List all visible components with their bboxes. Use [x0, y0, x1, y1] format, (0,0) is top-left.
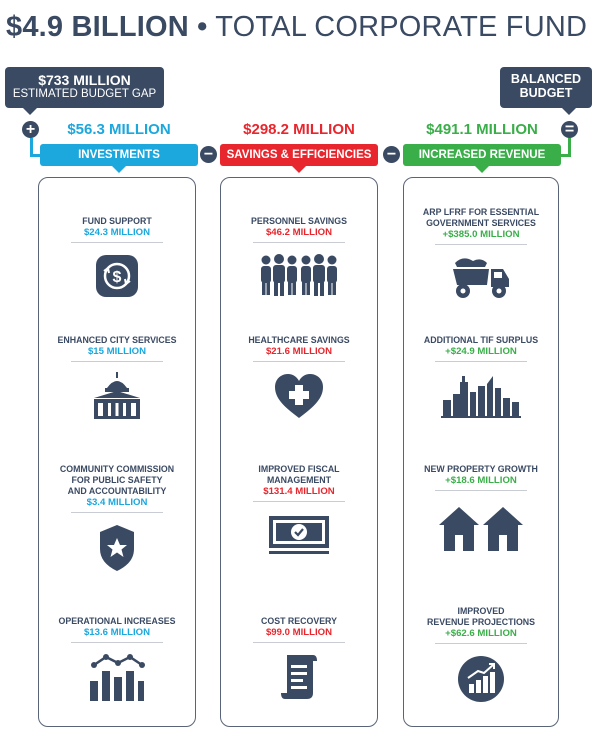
- item-label: IMPROVED REVENUE PROJECTIONS: [426, 606, 536, 627]
- item-label: COST RECOVERY: [261, 616, 337, 626]
- list-item: [404, 207, 558, 299]
- page-title: [6, 11, 587, 44]
- divider: [71, 512, 163, 513]
- minus-icon: −: [383, 146, 400, 163]
- houses-icon: [439, 505, 523, 553]
- list-item: [39, 464, 195, 573]
- balanced-line-2: BUDGET: [519, 86, 573, 100]
- divider: [435, 244, 527, 245]
- item-label: HEALTHCARE SAVINGS: [248, 335, 350, 345]
- item-amount: +$385.0 MILLION: [442, 229, 520, 240]
- heart-cross-icon: [273, 372, 325, 420]
- title-separator: •: [197, 11, 208, 43]
- divider: [253, 361, 345, 362]
- savings-bar: [220, 144, 378, 166]
- revenue-panel: [403, 177, 559, 727]
- city-hall-icon: [90, 372, 144, 422]
- item-amount: $3.4 MILLION: [86, 497, 148, 508]
- receipt-icon: [279, 653, 319, 701]
- balanced-line-1: BALANCED: [510, 72, 582, 86]
- list-item: [39, 616, 195, 703]
- list-item: [221, 616, 377, 701]
- item-amount: $46.2 MILLION: [265, 227, 333, 238]
- investments-amount: $56.3 MILLION: [67, 121, 171, 138]
- equals-icon: =: [561, 121, 578, 138]
- dollar-cycle-icon: [94, 253, 140, 299]
- divider: [435, 361, 527, 362]
- list-item: [39, 216, 195, 299]
- total-fund-amount: $4.9 BILLION: [6, 11, 189, 43]
- divider: [71, 361, 163, 362]
- item-amount: $24.3 MILLION: [83, 227, 151, 238]
- revenue-bar: [403, 144, 561, 166]
- list-item: [39, 335, 195, 422]
- item-label: OPERATIONAL INCREASES: [58, 616, 176, 626]
- item-amount: +$24.9 MILLION: [445, 346, 517, 357]
- investments-title: INVESTMENTS: [78, 149, 160, 161]
- list-item: [404, 606, 558, 704]
- divider: [253, 642, 345, 643]
- savings-amount: $298.2 MILLION: [243, 121, 355, 138]
- growth-chart-icon: [456, 654, 506, 704]
- item-amount: $21.6 MILLION: [265, 346, 333, 357]
- list-item: [221, 335, 377, 420]
- item-label: IMPROVED FISCAL MANAGEMENT: [258, 464, 340, 485]
- item-label: ARP LFRF FOR ESSENTIAL GOVERNMENT SERVICES: [422, 207, 540, 228]
- minus-icon: −: [200, 146, 217, 163]
- item-label: FUND SUPPORT: [82, 216, 152, 226]
- item-amount: +$18.6 MILLION: [445, 475, 517, 486]
- bar-chart-icon: [88, 653, 146, 703]
- divider: [435, 643, 527, 644]
- divider: [435, 490, 527, 491]
- people-icon: [259, 253, 339, 297]
- plus-icon: +: [22, 121, 39, 138]
- list-item: [221, 464, 377, 556]
- item-amount: $13.6 MILLION: [83, 627, 151, 638]
- revenue-amount: $491.1 MILLION: [426, 121, 538, 138]
- investments-panel: [38, 177, 196, 727]
- item-label: ADDITIONAL TIF SURPLUS: [423, 335, 539, 345]
- divider: [71, 642, 163, 643]
- budget-gap-amount: $733 MILLION: [38, 72, 131, 88]
- item-label: COMMUNITY COMMISSION FOR PUBLIC SAFETY AND ACCOUNTABILITY: [59, 464, 175, 496]
- savings-title: SAVINGS & EFFICIENCIES: [226, 149, 372, 161]
- budget-gap-label: ESTIMATED BUDGET GAP: [12, 88, 157, 100]
- budget-gap-callout: [5, 67, 164, 108]
- total-fund-label: TOTAL CORPORATE FUND: [215, 11, 588, 43]
- item-amount: +$62.6 MILLION: [445, 628, 517, 639]
- dump-truck-icon: [451, 255, 511, 299]
- police-badge-icon: [97, 523, 137, 573]
- balanced-budget-callout: [500, 67, 592, 108]
- savings-panel: [220, 177, 378, 727]
- list-item: [404, 464, 558, 553]
- item-amount: $131.4 MILLION: [263, 486, 335, 497]
- investments-bar: [40, 144, 198, 166]
- item-label: PERSONNEL SAVINGS: [251, 216, 347, 226]
- divider: [253, 242, 345, 243]
- money-check-icon: [267, 512, 331, 556]
- item-label: ENHANCED CITY SERVICES: [57, 335, 177, 345]
- item-amount: $15 MILLION: [87, 346, 147, 357]
- item-label: NEW PROPERTY GROWTH: [424, 464, 538, 474]
- divider: [71, 242, 163, 243]
- item-amount: $99.0 MILLION: [265, 627, 333, 638]
- list-item: [221, 216, 377, 297]
- list-item: [404, 335, 558, 418]
- skyline-icon: [441, 372, 521, 418]
- svg-text:$: $: [112, 269, 122, 286]
- revenue-title: INCREASED REVENUE: [418, 149, 546, 161]
- divider: [253, 501, 345, 502]
